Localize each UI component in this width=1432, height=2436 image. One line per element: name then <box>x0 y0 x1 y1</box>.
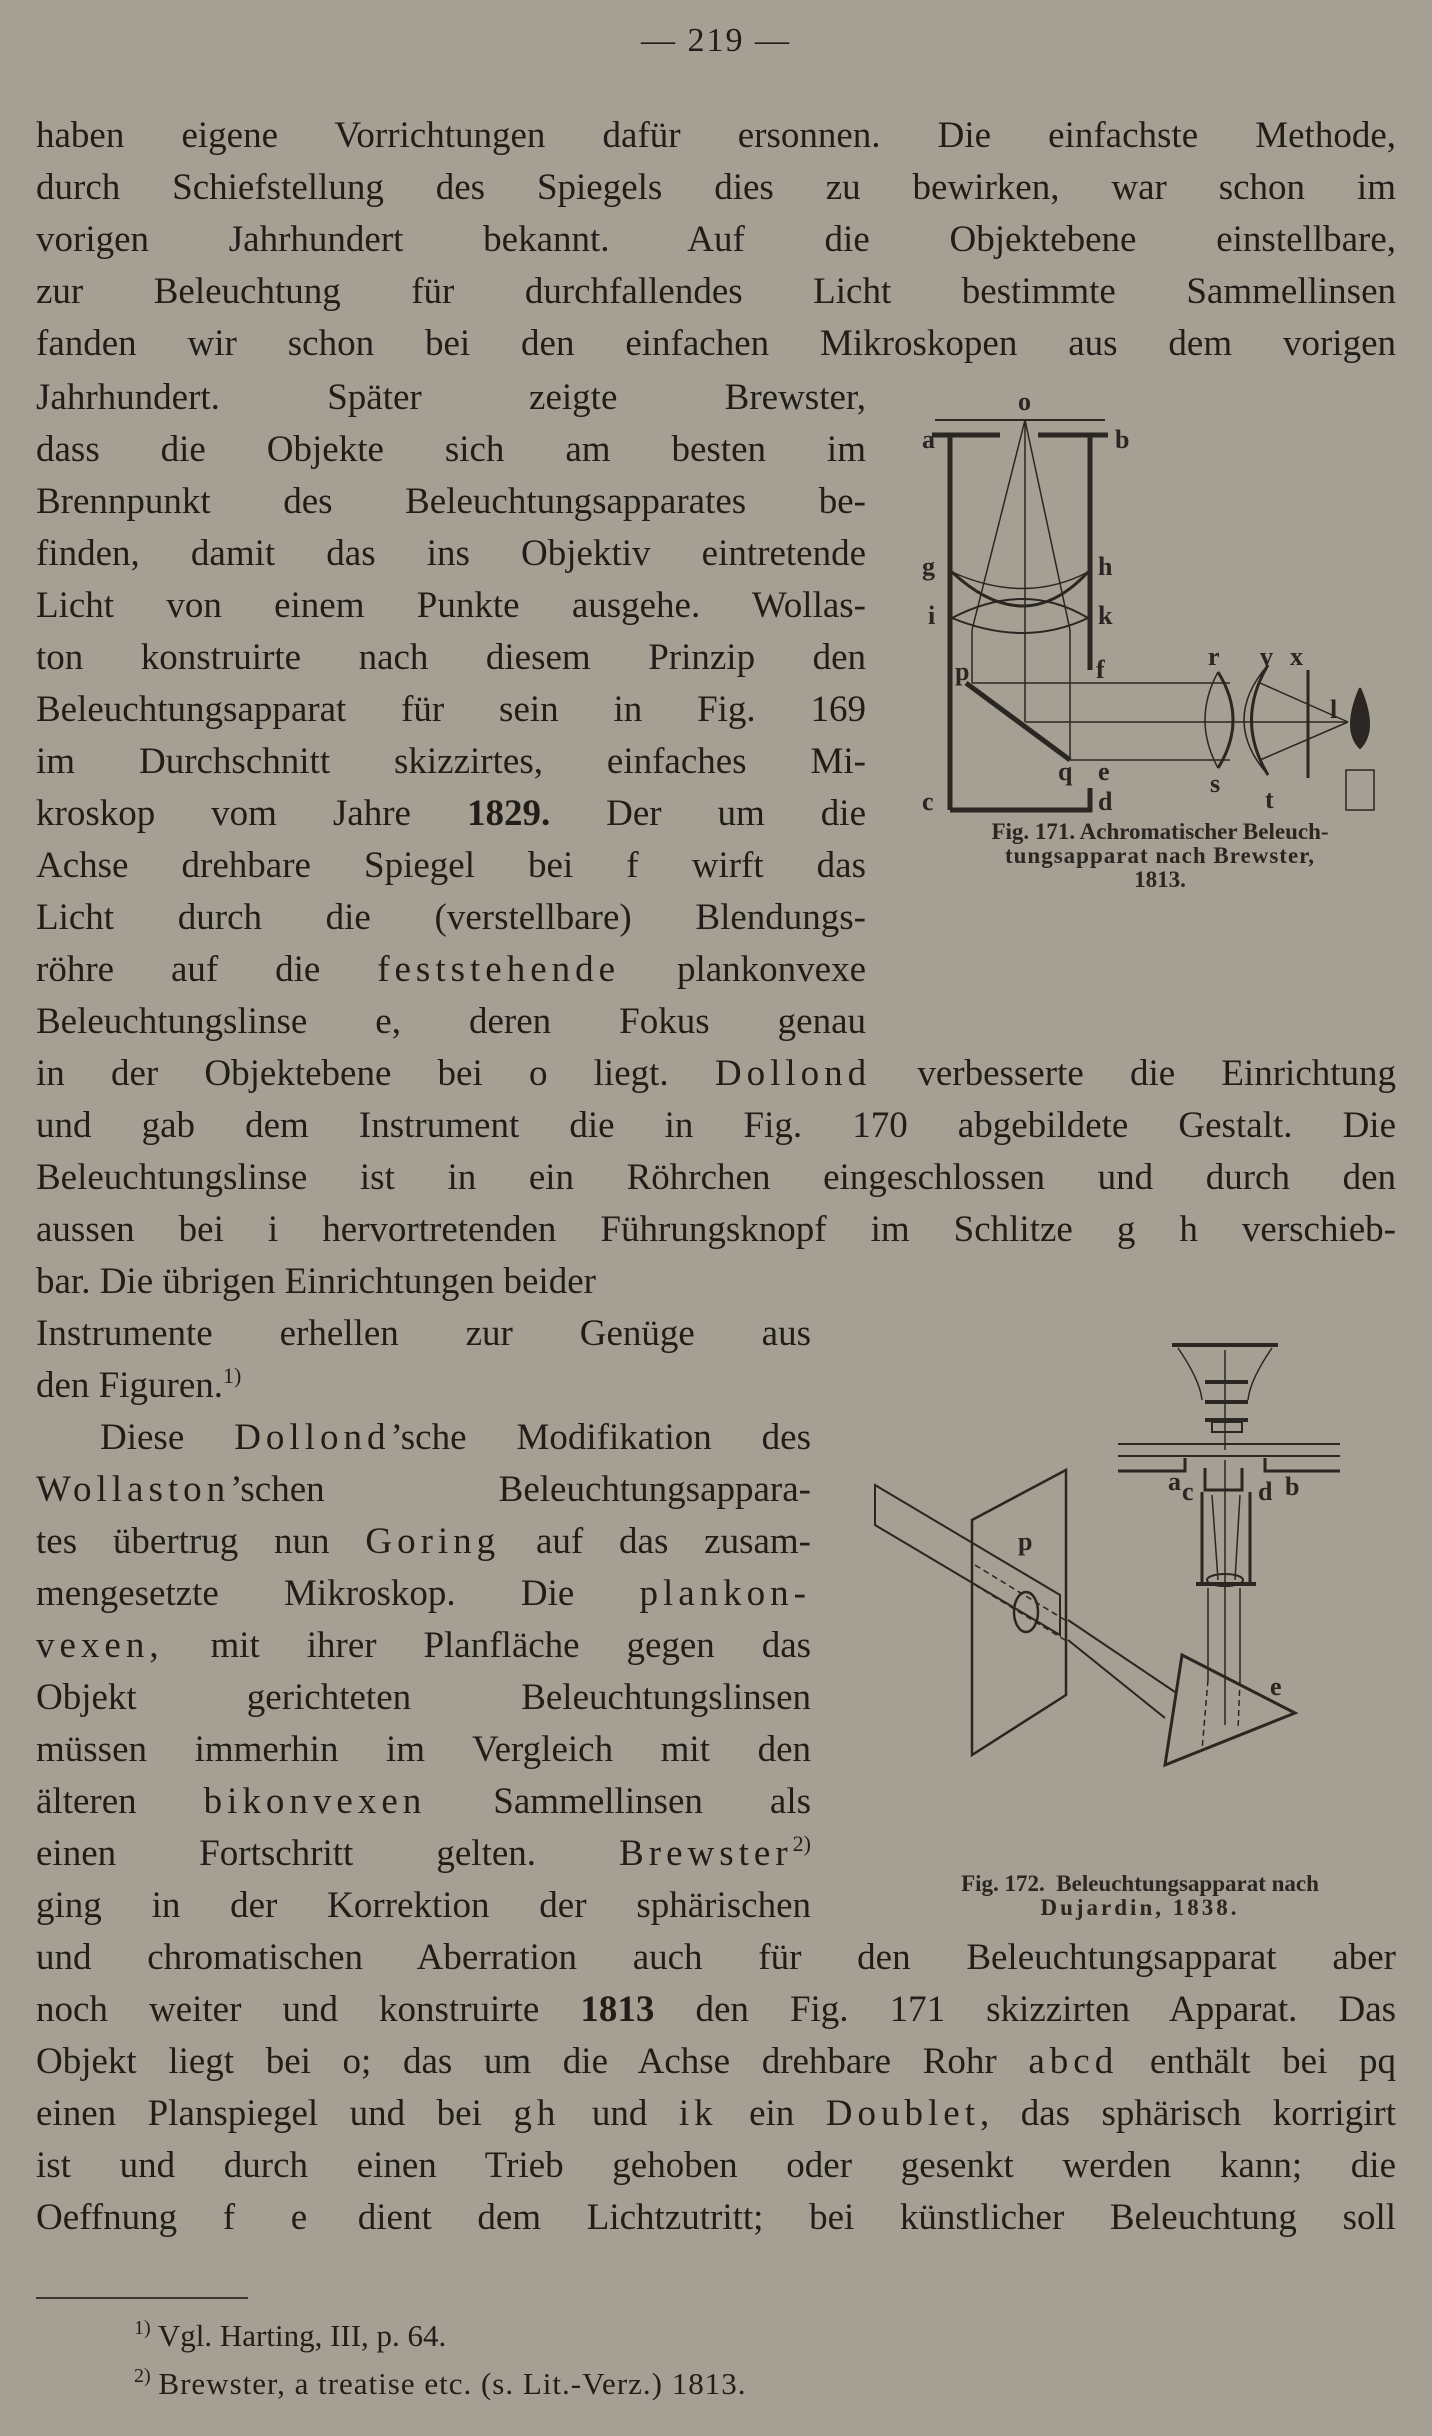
text-line <box>36 2192 1396 2244</box>
text-line: finden, damit das ins Objektiv eintretende <box>36 533 866 574</box>
svg-text:r: r <box>1208 642 1220 671</box>
footnote-mark: 2) <box>134 2365 151 2387</box>
caption-line: 1813. <box>1134 867 1186 892</box>
svg-text:b: b <box>1115 425 1130 454</box>
svg-text:p: p <box>1018 1527 1033 1556</box>
text-line <box>36 214 1396 266</box>
text-line <box>36 1984 1396 2036</box>
text-line: zur Beleuchtung für durchfallendes Licht bestimmte Sammellinsen <box>36 271 1396 312</box>
text-line <box>36 1412 811 1464</box>
text-line: Objekt gerichteten Beleuchtungslinsen <box>36 1677 811 1718</box>
text-span: den Figuren. <box>36 1365 224 1406</box>
footnote-1 <box>134 2316 446 2356</box>
text-span: plankonvexe <box>676 949 866 990</box>
text-line: fanden wir schon bei den einfachen Mikroskopen aus dem vorigen <box>36 323 1396 364</box>
svg-text:b: b <box>1285 1472 1300 1501</box>
text-span: auf das zusam- <box>536 1521 812 1562</box>
text-span: einen Fortschritt gelten. <box>36 1833 537 1874</box>
spaced-text: bikonvexen <box>203 1781 427 1822</box>
footnote-divider <box>36 2297 248 2299</box>
text-span: mengesetzte Mikroskop. Die <box>36 1573 575 1614</box>
text-line: haben eigene Vorrichtungen dafür ersonnen. Die einfachste Methode, <box>36 115 1396 156</box>
svg-text:g: g <box>922 552 935 581</box>
text-line: bar. Die übrigen Einrichtungen beider <box>36 1261 596 1302</box>
text-span: ’schen Beleuchtungsappara- <box>230 1469 811 1510</box>
text-span: röhre auf die <box>36 949 321 990</box>
text-span: ein <box>749 2093 795 2134</box>
text-span: enthält bei pq <box>1149 2041 1397 2082</box>
svg-text:o: o <box>1018 387 1031 416</box>
text-line: Achse drehbare Spiegel bei f wirft das <box>36 845 866 886</box>
text-line: Licht von einem Punkte ausgehe. Wollas- <box>36 585 866 626</box>
text-line <box>36 1776 811 1828</box>
text-span: mit ihrer Planfläche gegen das <box>210 1625 812 1666</box>
figure-172-caption <box>870 1872 1410 1920</box>
text-line: Beleuchtungsapparat für sein in Fig. 169 <box>36 689 866 730</box>
footnote-mark: 1) <box>134 2317 151 2339</box>
text-line: ton konstruirte nach diesem Prinzip den <box>36 637 866 678</box>
spaced-text: plankon- <box>639 1573 812 1614</box>
text-line: ging in der Korrektion der sphärischen <box>36 1885 811 1926</box>
svg-text:a: a <box>922 425 935 454</box>
svg-text:c: c <box>922 787 934 816</box>
text-span: Sammellinsen als <box>493 1781 812 1822</box>
text-line: Brennpunkt des Beleuchtungsapparates be- <box>36 481 866 522</box>
spaced-name: Wollaston <box>36 1469 231 1510</box>
text-span: einen Planspiegel und bei <box>36 2093 482 2134</box>
text-span: , das sphärisch korrigirt <box>979 2093 1397 2134</box>
svg-text:d: d <box>1098 787 1113 816</box>
svg-text:f: f <box>1096 655 1105 684</box>
text-span: und <box>591 2093 648 2134</box>
text-span: den Fig. 171 skizzirten Apparat. Das <box>695 1989 1397 2030</box>
page-number: — 219 — <box>641 22 791 59</box>
figure-172 <box>860 1320 1432 1880</box>
text-line: dass die Objekte sich am besten im <box>36 429 866 470</box>
footnote-text: Brewster, a treatise etc. (s. Lit.-Verz.) 1813. <box>158 2366 747 2401</box>
text-line: Jahrhundert. Später zeigte Brewster, <box>36 377 866 418</box>
svg-text:e: e <box>1098 757 1110 786</box>
spaced-text: feststehende <box>377 949 621 990</box>
text-line: ist und durch einen Trieb gehoben oder gesenkt werden kann; die <box>36 2145 1396 2186</box>
text-line: im Durchschnitt skizzirtes, einfaches Mi- <box>36 741 866 782</box>
spaced-name: Goring <box>365 1521 501 1562</box>
svg-text:k: k <box>1098 601 1113 630</box>
svg-text:p: p <box>955 657 970 686</box>
text-line <box>36 2036 1396 2088</box>
text-line: und gab dem Instrument die in Fig. 170 abgebildete Gestalt. Die <box>36 1105 1396 1146</box>
spaced-text: abcd <box>1028 2041 1119 2082</box>
svg-text:t: t <box>1265 785 1274 814</box>
spaced-text: f e <box>222 2197 313 2238</box>
spaced-name: Brewster <box>619 1833 793 1874</box>
text-line: und chromatischen Aberration auch für den Beleuchtungsapparat aber <box>36 1937 1396 1978</box>
text-line: Instrumente erhellen zur Genüge aus <box>36 1313 811 1354</box>
spaced-text: Doublet <box>825 2093 980 2134</box>
spaced-text: vexen, <box>36 1625 164 1666</box>
text-span: Diese <box>100 1417 185 1458</box>
text-line <box>36 2088 1396 2140</box>
svg-text:s: s <box>1210 769 1221 798</box>
text-line: Beleuchtungslinse ist in ein Röhrchen eingeschlossen und durch den <box>36 1157 1396 1198</box>
text-line <box>36 1464 811 1516</box>
svg-text:a: a <box>1168 1467 1181 1496</box>
bold-year: 1829. <box>466 793 551 834</box>
bold-year: 1813 <box>580 1989 655 2030</box>
svg-text:h: h <box>1098 552 1113 581</box>
text-line: müssen immerhin im Vergleich mit den <box>36 1729 811 1770</box>
text-line <box>36 1568 811 1620</box>
text-line: Licht durch die (verstellbare) Blendungs- <box>36 897 866 938</box>
text-span: ’sche Modifikation des <box>390 1417 811 1458</box>
text-span: noch weiter und konstruirte <box>36 1989 540 2030</box>
text-line <box>36 1620 811 1672</box>
text-line: Beleuchtungslinse e, deren Fokus genau <box>36 1001 866 1042</box>
text-span: Oeffnung <box>36 2197 178 2238</box>
caption-line: tungsapparat nach Brewster, <box>1004 843 1316 868</box>
text-line <box>36 1516 811 1568</box>
text-span: kroskop vom Jahre <box>36 793 411 834</box>
text-span: vorigen Jahrhundert bekannt. Auf die Objektebene einstellbare, <box>36 219 1396 260</box>
text-line <box>36 1828 811 1880</box>
svg-text:l: l <box>1330 695 1338 724</box>
footnote-text: Vgl. Harting, III, p. 64. <box>157 2318 447 2353</box>
footnote-ref[interactable]: 2) <box>792 1831 811 1856</box>
footnote-2 <box>134 2364 746 2404</box>
svg-text:c: c <box>1182 1477 1194 1506</box>
text-line: durch Schiefstellung des Spiegels dies zu bewirken, war schon im <box>36 167 1396 208</box>
text-line <box>36 1360 811 1412</box>
text-span: dient dem Lichtzutritt; bei künstlicher Beleuchtung soll <box>357 2197 1397 2238</box>
footnote-ref[interactable]: 1) <box>223 1363 242 1388</box>
spaced-name: Dollond <box>714 1053 872 1094</box>
text-line <box>36 788 866 840</box>
spaced-text: gh <box>513 2093 561 2134</box>
text-span: Der um die <box>606 793 866 834</box>
text-span: in der Objektebene bei o liegt. <box>36 1053 669 1094</box>
svg-text:d: d <box>1258 1477 1273 1506</box>
text-span: älteren <box>36 1781 137 1822</box>
text-span: Objekt liegt bei o; das um die Achse drehbare Rohr <box>36 2041 997 2082</box>
svg-text:v: v <box>1260 642 1273 671</box>
text-line <box>36 1048 1396 1100</box>
svg-text:i: i <box>928 601 936 630</box>
caption-line: Dujardin, 1838. <box>1040 1895 1240 1920</box>
text-span: tes übertrug nun <box>36 1521 330 1562</box>
caption-line: Fig. 172. Beleuchtungsapparat nach <box>961 1871 1319 1896</box>
figure-171-caption <box>910 820 1410 892</box>
caption-line: Fig. 171. Achromatischer Beleuch- <box>991 819 1329 844</box>
text-line <box>36 944 866 996</box>
text-line: aussen bei i hervortretenden Führungsknopf im Schlitze g h verschieb- <box>36 1209 1396 1250</box>
spaced-name: Dollond <box>234 1417 391 1458</box>
spaced-text: ik <box>678 2093 718 2134</box>
svg-text:x: x <box>1290 642 1303 671</box>
svg-text:e: e <box>1270 1672 1282 1701</box>
svg-text:q: q <box>1058 757 1073 786</box>
text-span: verbesserte die Einrichtung <box>917 1053 1397 1094</box>
dujardin-illumination-diagram <box>860 1320 1432 1840</box>
